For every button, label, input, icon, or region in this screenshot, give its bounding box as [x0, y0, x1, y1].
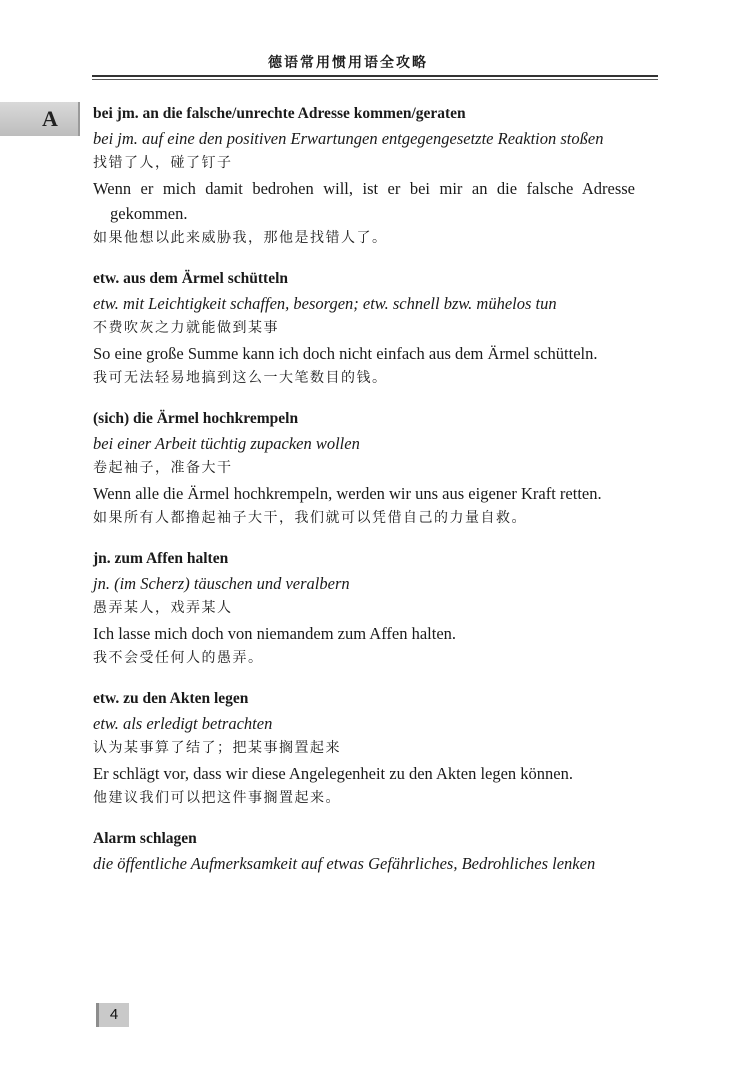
entry-example: Er schlägt vor, dass wir diese Angelegenheit zu den Akten legen können. — [93, 764, 573, 783]
entry-example: Wenn er mich damit bedrohen will, ist er bei mir an die falsche Adresse gekommen. — [93, 179, 635, 223]
entry-translation: 认为某事算了结了；把某事搁置起来 — [93, 740, 341, 756]
entry-headword: jn. zum Affen halten — [93, 550, 229, 567]
entry-definition: jn. (im Scherz) täuschen und veralbern — [93, 574, 350, 593]
entry-translation: 愚弄某人，戏弄某人 — [93, 600, 233, 616]
entry-example: Ich lasse mich doch von niemandem zum Affen halten. — [93, 624, 457, 643]
entry-definition: etw. mit Leichtigkeit schaffen, besorgen; etw. schnell bzw. mühelos tun — [93, 294, 557, 313]
entry-definition: etw. als erledigt betrachten — [93, 714, 273, 733]
entry-translation: 找错了人，碰了钉子 — [93, 155, 233, 171]
entry-translation: 卷起袖子，准备大干 — [93, 460, 233, 476]
entry-example-translation: 如果所有人都撸起袖子大干，我们就可以凭借自己的力量自救。 — [93, 510, 527, 526]
entry-example: So eine große Summe kann ich doch nicht einfach aus dem Ärmel schütteln. — [93, 344, 598, 363]
entry-headword: bei jm. an die falsche/unrechte Adresse kommen/geraten — [93, 105, 466, 122]
entry — [93, 102, 635, 251]
entry — [93, 407, 635, 531]
entry-example: Wenn alle die Ärmel hochkrempeln, werden wir uns aus eigener Kraft retten. — [93, 484, 602, 503]
entry-definition: bei jm. auf eine den positiven Erwartungen entgegengesetzte Reaktion stoßen — [93, 129, 604, 148]
header-rule-thin — [92, 79, 658, 80]
entry — [93, 547, 635, 671]
running-head: 德语常用惯用语全攻略 — [268, 56, 428, 71]
entry — [93, 687, 635, 811]
entry — [93, 827, 635, 876]
page-number: 4 — [96, 1003, 129, 1027]
entry-example-translation: 我可无法轻易地搞到这么一大笔数目的钱。 — [93, 370, 388, 386]
entry-example-translation: 他建议我们可以把这件事搁置起来。 — [93, 790, 341, 806]
entry-example-translation: 如果他想以此来威胁我，那他是找错人了。 — [93, 230, 388, 246]
section-tab — [0, 102, 80, 136]
entry — [93, 267, 635, 391]
section-letter: A — [42, 106, 58, 131]
entry-definition: die öffentliche Aufmerksamkeit auf etwas Gefährliches, Bedrohliches lenken — [93, 854, 596, 873]
entry-headword: Alarm schlagen — [93, 830, 197, 847]
entry-headword: etw. aus dem Ärmel schütteln — [93, 270, 289, 287]
entry-headword: etw. zu den Akten legen — [93, 690, 249, 707]
entry-translation: 不费吹灰之力就能做到某事 — [93, 320, 279, 336]
entry-headword: (sich) die Ärmel hochkrempeln — [93, 410, 299, 427]
header-rule — [92, 75, 658, 77]
entry-definition: bei einer Arbeit tüchtig zupacken wollen — [93, 434, 360, 453]
dictionary-content — [93, 102, 635, 876]
entry-example-translation: 我不会受任何人的愚弄。 — [93, 650, 264, 666]
